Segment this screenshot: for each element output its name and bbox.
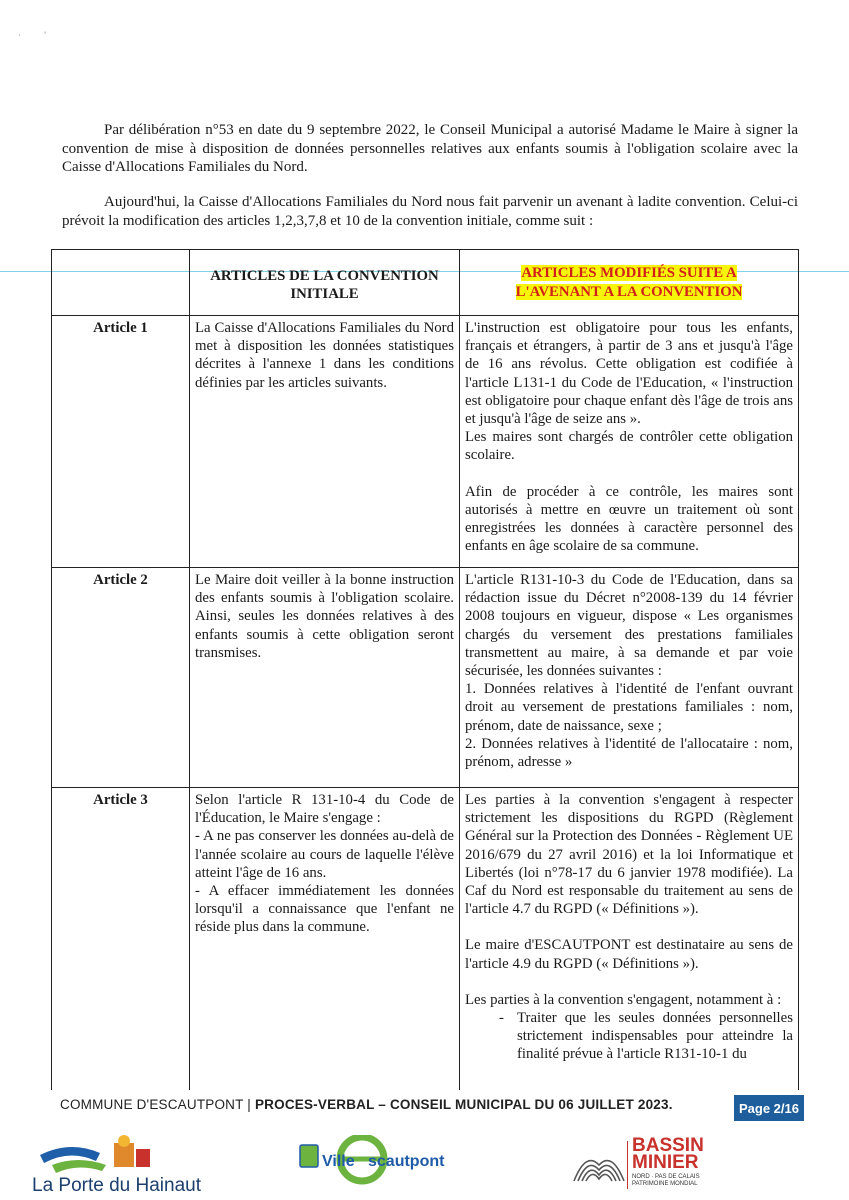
initial-text-cell xyxy=(190,568,460,788)
initial-text-cell xyxy=(190,788,460,1091)
bassin-minier-logo xyxy=(570,1137,710,1197)
modified-text: Les parties à la convention s'engagent, notamment à : xyxy=(465,991,782,1008)
ville-escautpont-logo xyxy=(292,1135,452,1197)
modified-text: 2. Données relatives à l'identité de l'allocataire : nom, prénom, adresse » xyxy=(465,735,793,771)
bassin-subtitle xyxy=(632,1174,700,1188)
modified-text: Les parties à la convention s'engagent à respecter strictement les dispositions du RGPD (Règlement Général sur la Protection des Données - Règlement UE 2016/679 du 27 avril 2016) et la loi Informatique et Libertés (loi n°78-17 du 6 janvier 1978 modifiée). La Caf du Nord est responsable du traitement au sens de l'article 4.7 du RGPD (« Définitions »). xyxy=(465,792,793,918)
ville-text: Ville xyxy=(322,1153,355,1170)
bullet-item xyxy=(499,1009,793,1064)
modified-text: 1. Données relatives à l'identité de l'enfant ouvrant droit au versement de prestations familiales : nom, prénom, date de naissance, sexe ; xyxy=(465,681,793,734)
bassin-minier-text xyxy=(632,1137,704,1171)
scan-marks: · ʼ xyxy=(18,30,47,40)
modified-text: Les maires sont chargés de contrôler cette obligation scolaire. xyxy=(465,429,793,464)
bullet-dash: - xyxy=(499,1010,504,1027)
bassin-line: BASSIN xyxy=(632,1135,704,1156)
bassin-sub-line1: NORD · PAS DE CALAIS xyxy=(632,1174,700,1180)
convention-table xyxy=(51,249,799,1090)
article-label: Article 1 xyxy=(52,316,190,568)
modified-text-cell xyxy=(460,788,799,1091)
intro-text-1: Par délibération n°53 en date du 9 septembre 2022, le Conseil Municipal a autorisé Madame le Maire à signer la convention de mise à disposition de données personnelles relatives aux enfants soumis à l'obligation scolaire avec la Caisse d'Allocations Familiales du Nord. xyxy=(62,122,798,176)
table-row xyxy=(52,788,799,1091)
bassin-sub-line2: PATRIMOINE MONDIAL xyxy=(632,1181,698,1187)
footer-commune: COMMUNE D'ESCAUTPONT xyxy=(60,1097,244,1112)
header-modified-line2: L'AVENANT A LA CONVENTION xyxy=(515,283,743,300)
footer-separator: | xyxy=(247,1097,252,1112)
initial-text: - A ne pas conserver les données au-delà de l'année scolaire au cours de laquelle l'élève atteint l'âge de 16 ans. xyxy=(195,828,454,881)
modified-text: Afin de procéder à ce contrôle, les maires sont autorisés à mettre en œuvre un traitement où sont enregistrées les données à caractère personnel des enfants en âge scolaire de sa commune. xyxy=(465,483,793,555)
modified-text: L'instruction est obligatoire pour tous les enfants, français et étrangers, à partir de 3 ans et jusqu'à l'âge de 16 ans révolus. Cette obligation est codifiée à l'article L131-1 du Code de l'Education, « l'instruction est obligatoire pour chaque enfant dès l'âge de trois ans et jusqu'à l'âge de seize ans ». xyxy=(465,320,793,428)
porte-du-hainaut-logo xyxy=(30,1135,220,1195)
bassin-minier-emblem-icon xyxy=(570,1137,628,1193)
page-number-badge: Page 2/16 xyxy=(734,1095,804,1121)
initial-text: Le Maire doit veiller à la bonne instruction des enfants soumis à l'obligation scolaire. Ainsi, seules les données relatives à des enfants soumis à cette obligation seront transmises. xyxy=(195,572,454,661)
intro-text-2: Aujourd'hui, la Caisse d'Allocations Familiales du Nord nous fait parvenir un avenant à ladite convention. Celui-ci prévoit la modification des articles 1,2,3,7,8 et 10 de la convention initiale, comme suit : xyxy=(62,194,798,229)
minier-line: MINIER xyxy=(632,1152,699,1173)
initial-text: La Caisse d'Allocations Familiales du Nord met à disposition les données statistiques décrites à l'annexe 1 dans les conditions définies par les articles suivants. xyxy=(195,320,454,391)
hainaut-emblem-icon xyxy=(30,1135,160,1177)
table-header-row xyxy=(52,250,799,316)
header-modified-line1: ARTICLES MODIFIÉS SUITE A xyxy=(521,265,737,282)
article-label: Article 3 xyxy=(52,788,190,1091)
hainaut-text: La Porte du Hainaut xyxy=(32,1175,202,1196)
header-initial-articles: ARTICLES DE LA CONVENTION INITIALE xyxy=(190,250,460,316)
header-empty-cell xyxy=(52,250,190,316)
bullet-text: Traiter que les seules données personnelles strictement indispensables pour atteindre la finalité prévue à l'article R131-10-1 du xyxy=(517,1010,793,1063)
modified-text-cell xyxy=(460,568,799,788)
header-modified-articles xyxy=(460,250,799,316)
initial-text-cell xyxy=(190,316,460,568)
table-row xyxy=(52,316,799,568)
article-label: Article 2 xyxy=(52,568,190,788)
modified-text: L'article R131-10-3 du Code de l'Education, dans sa rédaction issue du Décret n°2008-139 du 14 février 2008 toujours en vigueur, dispose « Les organismes chargés du versement des prestations familiales transmettent au maire, à sa demande et par voie sécurisée, les données suivantes : xyxy=(465,572,793,680)
initial-text: Selon l'article R 131-10-4 du Code de l'Éducation, le Maire s'engage : xyxy=(195,792,454,827)
table-row xyxy=(52,568,799,788)
footer-document-title: PROCES-VERBAL – CONSEIL MUNICIPAL DU 06 JUILLET 2023. xyxy=(254,1097,673,1112)
footer-title xyxy=(60,1097,673,1112)
initial-text: - A effacer immédiatement les données lorsqu'il a connaissance que l'enfant ne réside plus dans la commune. xyxy=(195,883,454,936)
escautpont-text: scautpont xyxy=(368,1153,445,1170)
modified-text-cell xyxy=(460,316,799,568)
modified-text: Le maire d'ESCAUTPONT est destinataire au sens de l'article 4.9 du RGPD (« Définitions »). xyxy=(465,937,793,972)
